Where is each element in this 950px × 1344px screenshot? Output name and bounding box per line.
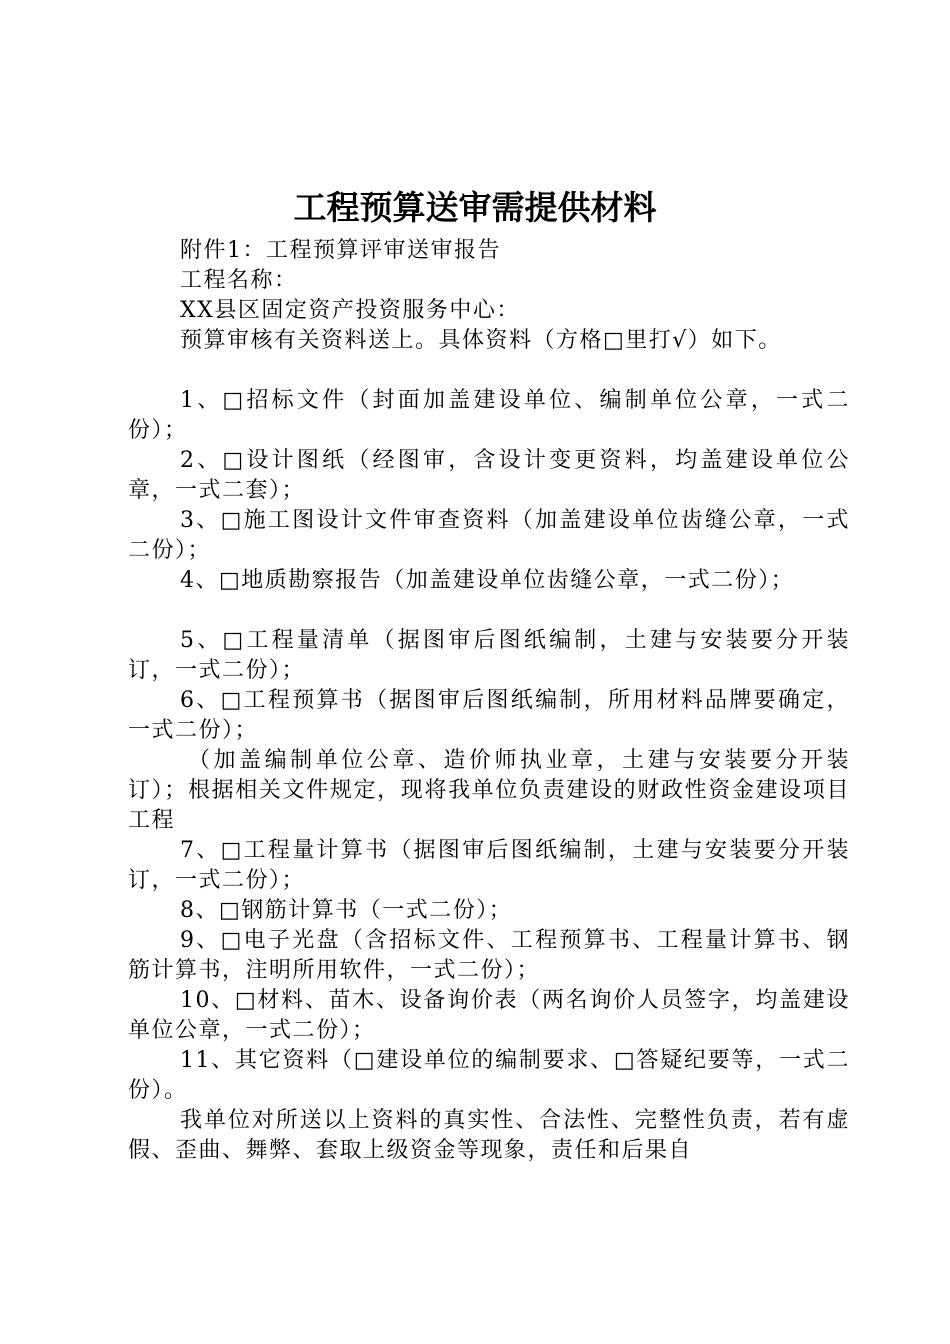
declaration-paragraph: 我单位对所送以上资料的真实性、合法性、完整性负责，若有虚假、歪曲、舞弊、套取上级资金等现象，责任和后果自 <box>128 1108 850 1163</box>
attachment-line: 附件1：工程预算评审送审报告 <box>180 238 501 263</box>
list-item-11: 11、其它资料（□建设单位的编制要求、□答疑纪要等，一式二份）。 <box>128 1048 850 1103</box>
list-item-6: 6、□工程预算书（据图审后图纸编制，所用材料品牌要确定，一式二份）； <box>128 688 850 743</box>
document-title: 工程预算送审需提供材料 <box>293 188 657 227</box>
list-item-9: 9、□电子光盘（含招标文件、工程预算书、工程量计算书、钢筋计算书，注明所用软件，一式二份）； <box>128 928 850 983</box>
list-item-7: 7、□工程量计算书（据图审后图纸编制，土建与安装要分开装订，一式二份）； <box>128 838 850 893</box>
document-body <box>128 236 850 1166</box>
list-item-2: 2、□设计图纸（经图审，含设计变更资料，均盖建设单位公章，一式二套）； <box>128 448 850 503</box>
list-item-8: 8、□钢筋计算书（一式二份）； <box>180 898 513 923</box>
list-item-10: 10、□材料、苗木、设备询价表（两名询价人员签字，均盖建设单位公章，一式二份）； <box>128 988 850 1043</box>
addressee-line: XX县区固定资产投资服务中心： <box>180 298 520 323</box>
note-paragraph: （加盖编制单位公章、造价师执业章，土建与安装要分开装订）；根据相关文件规定，现将我单位负责建设的财政性资金建设项目工程 <box>128 748 850 833</box>
intro-paragraph: 预算审核有关资料送上。具体资料（方格□里打√）如下。 <box>180 328 782 353</box>
project-name-line: 工程名称： <box>180 268 298 293</box>
list-item-4: 4、□地质勘察报告（加盖建设单位齿缝公章，一式二份）； <box>180 568 795 593</box>
list-item-1: 1、□招标文件（封面加盖建设单位、编制单位公章，一式二份）； <box>128 388 850 443</box>
list-item-3: 3、□施工图设计文件审查资料（加盖建设单位齿缝公章，一式二份）； <box>128 508 850 563</box>
list-item-5: 5、□工程量清单（据图审后图纸编制，土建与安装要分开装订，一式二份）； <box>128 628 850 683</box>
